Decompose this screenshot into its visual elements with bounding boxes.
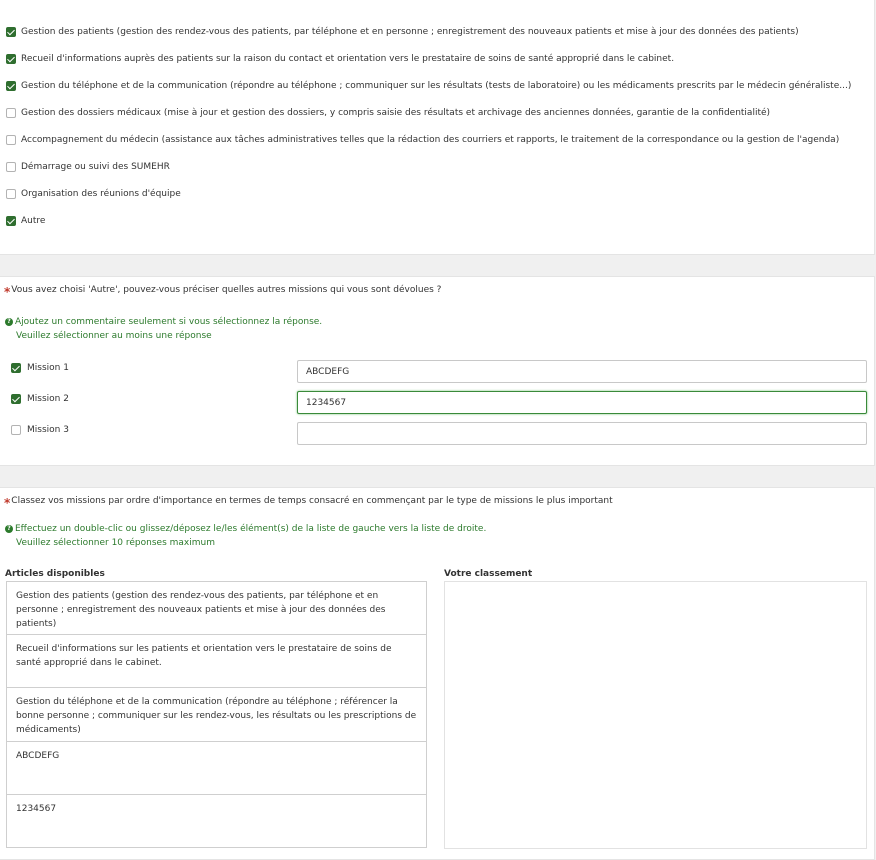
option-5-checkbox[interactable]	[6, 135, 16, 145]
option-4-checkbox[interactable]	[6, 108, 16, 118]
ranking-question	[4, 496, 613, 510]
mission-3-input[interactable]	[297, 422, 867, 445]
required-mark: *	[4, 496, 11, 510]
hint-line-2: Veuillez sélectionner 10 réponses maximum	[16, 538, 215, 548]
available-item-2[interactable]: Recueil d'informations sur les patients et orientation vers le prestataire de soins de santé approprié dans le cabinet.	[6, 634, 427, 688]
option-7-checkbox[interactable]	[6, 189, 16, 199]
option-4-label[interactable]: Gestion des dossiers médicaux (mise à jour et gestion des dossiers, y compris saisie des résultats et archivage des anciennes données, garantie de la confidentialité)	[21, 108, 771, 118]
mission-1-label[interactable]: Mission 1	[27, 363, 69, 373]
activities-question-panel	[0, 0, 875, 255]
option-2-checkbox[interactable]	[6, 54, 16, 64]
question-circle-icon: ?	[5, 318, 13, 326]
ranking-title: Votre classement	[444, 569, 533, 579]
option-8-label[interactable]: Autre	[21, 216, 46, 226]
available-items-title: Articles disponibles	[5, 569, 105, 579]
option-6-label[interactable]: Démarrage ou suivi des SUMEHR	[21, 162, 170, 172]
mission-2-label[interactable]: Mission 2	[27, 394, 69, 404]
available-item-3[interactable]: Gestion du téléphone et de la communication (répondre au téléphone ; référencer la bonne personne ; communiquer sur les rendez-vous, les résultats ou les prescriptions de médicaments)	[6, 687, 427, 742]
hint-line-1: Effectuez un double-clic ou glissez/déposez le/les élément(s) de la liste de gauche vers la liste de droite.	[15, 524, 487, 534]
option-8-checkbox[interactable]	[6, 216, 16, 226]
option-7-label[interactable]: Organisation des réunions d'équipe	[21, 189, 181, 199]
option-1-label[interactable]: Gestion des patients (gestion des rendez-vous des patients, par téléphone et en personne ; enregistrement des nouveaux patients et mise à jour des données des patients)	[21, 27, 799, 37]
ranking-hint	[5, 522, 486, 550]
option-6-checkbox[interactable]	[6, 162, 16, 172]
other-missions-hint	[5, 315, 322, 343]
other-missions-question	[4, 285, 441, 299]
hint-line-2: Veuillez sélectionner au moins une réponse	[16, 331, 212, 341]
mission-1-input[interactable]	[297, 360, 867, 383]
ranking-drop-zone[interactable]	[444, 581, 867, 849]
option-1-checkbox[interactable]	[6, 27, 16, 37]
mission-3-label[interactable]: Mission 3	[27, 425, 69, 435]
available-item-1[interactable]: Gestion des patients (gestion des rendez-vous des patients, par téléphone et en personne ; enregistrement des nouveaux patients et mise à jour des données des patients)	[6, 581, 427, 635]
mission-2-input[interactable]	[297, 391, 867, 414]
option-2-label[interactable]: Recueil d'informations auprès des patients sur la raison du contact et orientation vers le prestataire de soins de santé approprié dans le cabinet.	[21, 54, 675, 64]
mission-2-checkbox[interactable]	[11, 394, 21, 404]
option-5-label[interactable]: Accompagnement du médecin (assistance aux tâches administratives telles que la rédaction des courriers et rapports, le traitement de la correspondance ou la gestion de l'agenda)	[21, 135, 840, 145]
question-circle-icon: ?	[5, 525, 13, 533]
required-mark: *	[4, 285, 11, 299]
question-text: Vous avez choisi 'Autre', pouvez-vous préciser quelles autres missions qui vous sont dévolues ?	[11, 285, 442, 295]
mission-3-checkbox[interactable]	[11, 425, 21, 435]
available-item-4[interactable]: ABCDEFG	[6, 741, 427, 795]
available-item-5[interactable]: 1234567	[6, 794, 427, 848]
mission-1-checkbox[interactable]	[11, 363, 21, 373]
option-3-checkbox[interactable]	[6, 81, 16, 91]
question-text: Classez vos missions par ordre d'importance en termes de temps consacré en commençant par le type de missions le plus important	[11, 496, 613, 506]
hint-line-1: Ajoutez un commentaire seulement si vous sélectionnez la réponse.	[15, 317, 323, 327]
option-3-label[interactable]: Gestion du téléphone et de la communication (répondre au téléphone ; communiquer sur les résultats (tests de laboratoire) ou les médicaments prescrits par le médecin généraliste...)	[21, 81, 852, 91]
